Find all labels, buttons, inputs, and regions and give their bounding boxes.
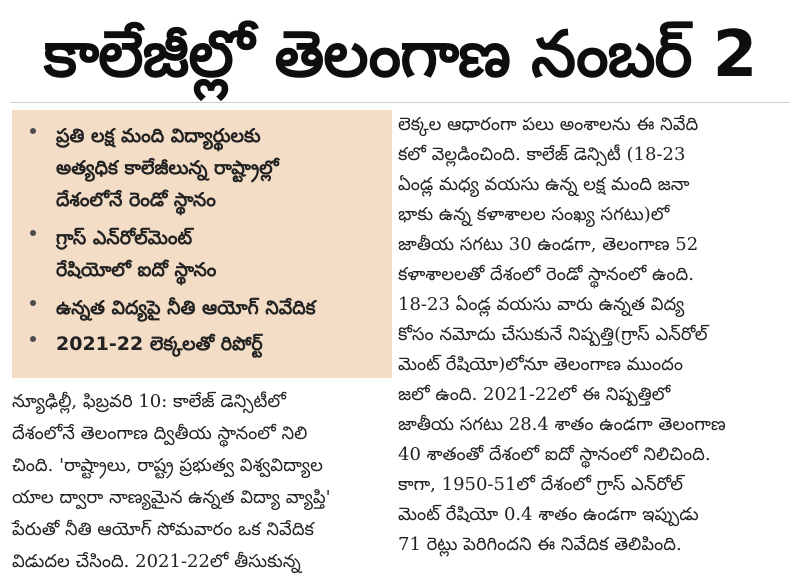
- left-column: [12, 110, 394, 578]
- bullet-icon: [30, 128, 36, 134]
- headline-divider: [10, 102, 790, 103]
- highlight-text-4: 2021-22 లెక్కలతో రిపోర్ట్‌: [56, 333, 263, 355]
- bullet-icon: [30, 300, 36, 306]
- highlight-item-2: [30, 222, 380, 286]
- highlight-item-4: [30, 328, 380, 360]
- highlights-box: [12, 110, 392, 378]
- bullet-icon: [30, 336, 36, 342]
- bullet-icon: [30, 230, 36, 236]
- highlight-item-1: [30, 120, 380, 216]
- headline: కాలేజీల్లో తెలంగాణ నంబర్‌ 2: [43, 18, 757, 92]
- body-text-right: లెక్కల ఆధారంగా పలు అంశాలను ఈ నివేది కలో వెల్లడించింది. కాలేజ్‌ డెన్సిటీ (18-23 ఏండ్ల మధ్య వయసు ఉన్న లక్ష మంది జనా భాకు ఉన్న కళాశాలల సంఖ్య సగటు)లో జాతీయ సగటు 30 ఉండగా, తెలంగాణ 52 కళాశాలలతో దేశంలో రెండో స్థానంలో ఉంది. 18-23 ఏండ్ల వయసు వారు ఉన్నత విద్య కోసం నమోదు చేసుకునే నిష్పత్తి(గ్రాస్‌ ఎన్‌రోల్‌ మెంట్‌ రేషియో)లోనూ తెలంగాణ ముందం జలో ఉంది. 2021-22లో ఈ నిష్పత్తిలో జాతీయ సగటు 28.4 శాతం ఉండగా తెలంగాణ 40 శాతంతో దేశంలో ఐదో స్థానంలో నిలిచింది. కాగా, 1950-51లో దేశంలో గ్రాస్‌ ఎన్‌రోల్‌ మెంట్‌ రేషియో 0.4 శాతం ఉండగా ఇప్పుడు 71 రెట్లు పెరిగిందని ఈ నివేదిక తెలిపింది.: [398, 114, 726, 555]
- highlight-text-1: ప్రతి లక్ష మంది విద్యార్థులకు అత్యధిక కాలేజీలున్న రాష్ట్రాల్లో దేశంలోనే రెండో స్థానం: [56, 125, 279, 211]
- body-text-left: న్యూఢిల్లీ, ఫిబ్రవరి 10: కాలేజ్‌ డెన్సిటీలో దేశంలోనే తెలంగాణ ద్వితీయ స్థానంలో నిలి చింది. 'రాష్ట్రాలు, రాష్ట్ర ప్రభుత్వ విశ్వవిద్యాల యాల ద్వారా నాణ్యమైన ఉన్నత విద్యా వ్యాప్తి' పేరుతో నీతి ఆయోగ్‌ సోమవారం ఒక నివేదిక విడుదల చేసింది. 2021-22లో తీసుకున్న: [12, 391, 331, 572]
- highlight-text-2: గ్రాస్‌ ఎన్‌రోల్‌మెంట్‌ రేషియోలో ఐదో స్థానం: [56, 227, 217, 281]
- highlight-item-3: [30, 292, 380, 324]
- highlight-text-3: ఉన్నత విద్యపై నీతి ఆయోగ్‌ నివేదిక: [56, 297, 316, 319]
